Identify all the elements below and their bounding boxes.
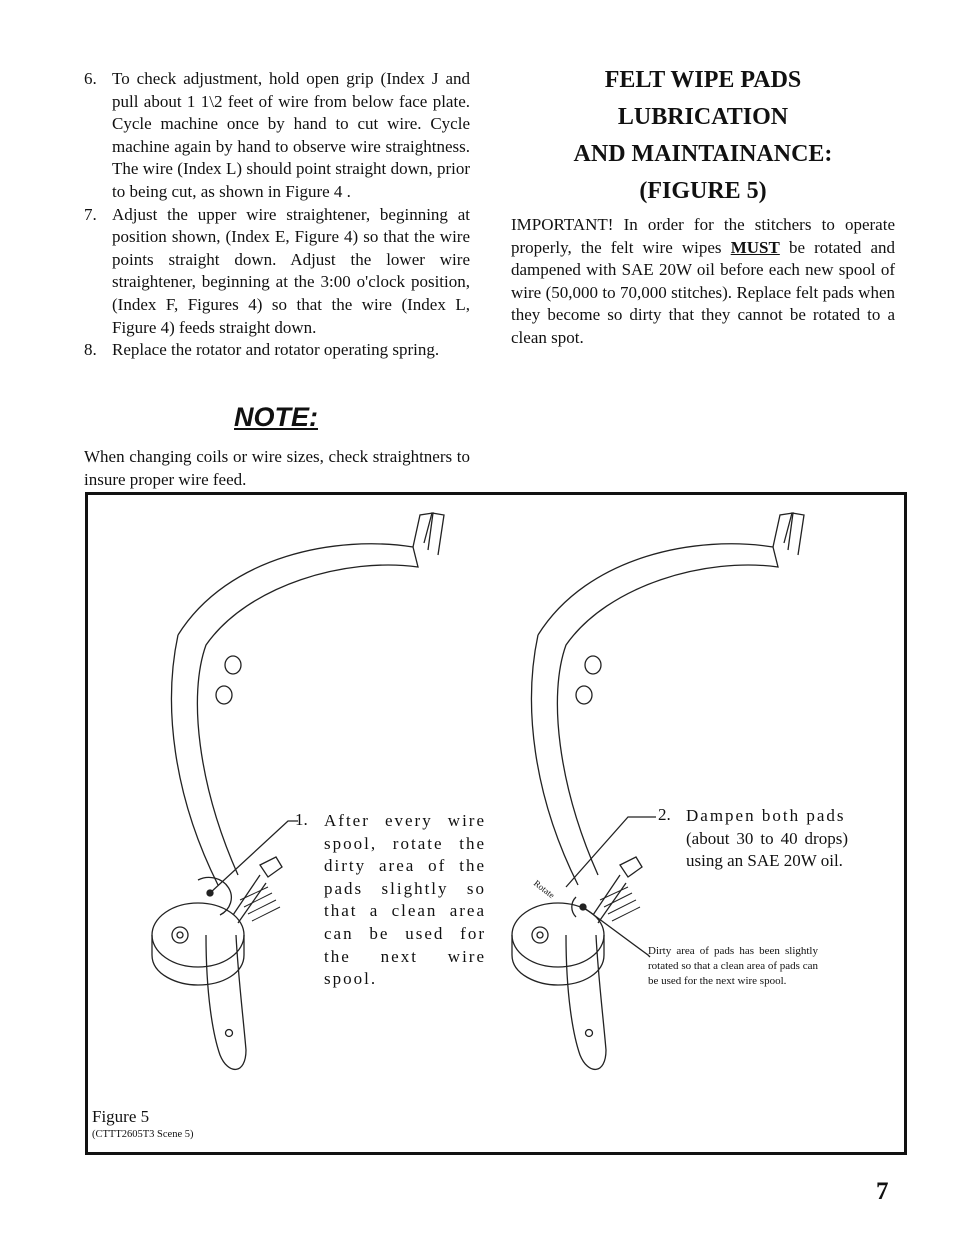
step-text: Adjust the upper wire straightener, beginning at position shown, (Index E, Figure 4) so that the wire points straight down. Adjust the lower wire straightener, beginning at the 3:00 o'clock position, (Index F, Figures 4) so that the wire (Index L, Figure 4) feeds straight down.: [112, 204, 470, 337]
step-number: 8.: [84, 340, 97, 360]
callout-2: [686, 805, 848, 873]
note-body: When changing coils or wire sizes, check straightners to insure proper wire feed.: [84, 447, 470, 489]
step-6: [84, 68, 470, 204]
heading-line: LUBRICATION: [617, 104, 789, 130]
dirty-area-note: Dirty area of pads has been slightly rotated so that a clean area of pads can be used for the next wire spool.: [648, 945, 818, 987]
callout-2-heading: Dampen both pads: [686, 806, 846, 825]
step-7: [84, 204, 470, 340]
callout-1-number: 1.: [295, 810, 308, 829]
heading-line: FELT WIPE PADS: [604, 67, 802, 93]
rotate-label: Rotate: [531, 878, 557, 901]
important-text: IMPORTANT! In order for the stitchers to operate properly, the felt wire wipes: [511, 215, 895, 257]
callout-2-text: (about 30 to 40 drops) using an SAE 20W oil.: [686, 828, 848, 871]
important-text: be rotated and dampened with SAE 20W oil before each new spool of wire (50,000 to 70,000 stitches). Replace felt pads when they become so dirty that they cannot be rotated to a clean spot.: [511, 237, 895, 347]
heading-line: (FIGURE 5): [639, 178, 767, 204]
note-title: NOTE:: [234, 402, 318, 432]
heading-line: AND MAINTAINANCE:: [573, 141, 833, 167]
callout-2-number: 2.: [658, 805, 671, 824]
page-number: 7: [876, 1178, 889, 1205]
important-paragraph: [511, 214, 895, 350]
instruction-steps: [84, 68, 470, 362]
step-text: Replace the rotator and rotator operating spring.: [112, 340, 440, 360]
step-8: [84, 339, 470, 362]
figure-label: Figure 5: [92, 1107, 150, 1126]
step-number: 7.: [84, 204, 97, 224]
step-number: 6.: [84, 69, 97, 88]
section-heading: [510, 62, 896, 210]
callout-1-text: After every wire spool, rotate the dirty area of the pads slightly so that a clean area can be used for the next wire spool.: [324, 811, 486, 989]
step-text: To check adjustment, hold open grip (Index J and pull about 1 1\2 feet of wire from below face plate. Cycle machine once by hand to cut wire. Cycle machine again by hand to observe wire straightness. The wire (Index L) should point straight down, prior to being cut, as shown in Figure 4 .: [112, 69, 470, 201]
figure-reference: (CTTT2605T3 Scene 5): [92, 1129, 194, 1140]
must-emphasis: MUST: [730, 237, 780, 257]
